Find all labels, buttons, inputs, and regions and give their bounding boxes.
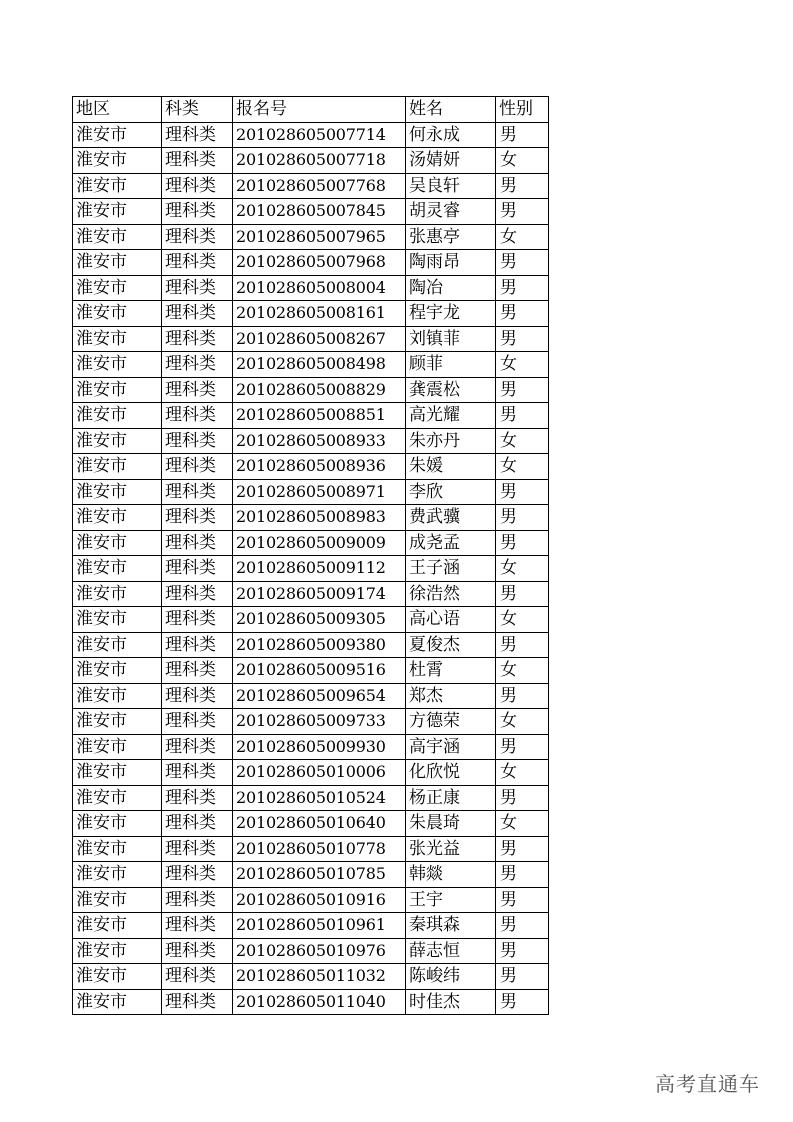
header-id: 报名号: [233, 97, 406, 123]
cell-gender: 男: [496, 836, 549, 862]
cell-id: 201028605011032: [233, 964, 406, 990]
cell-gender: 女: [496, 224, 549, 250]
cell-category: 理科类: [162, 862, 233, 888]
cell-category: 理科类: [162, 250, 233, 276]
cell-id: 201028605007768: [233, 173, 406, 199]
cell-id: 201028605010006: [233, 760, 406, 786]
cell-id: 201028605007718: [233, 148, 406, 174]
cell-region: 淮安市: [73, 377, 162, 403]
cell-region: 淮安市: [73, 275, 162, 301]
cell-name: 杨正康: [406, 785, 496, 811]
cell-name: 王子涵: [406, 556, 496, 582]
header-name: 姓名: [406, 97, 496, 123]
cell-name: 顾菲: [406, 352, 496, 378]
table-row: [73, 887, 549, 913]
cell-region: 淮安市: [73, 734, 162, 760]
cell-gender: 男: [496, 403, 549, 429]
cell-category: 理科类: [162, 377, 233, 403]
cell-region: 淮安市: [73, 250, 162, 276]
cell-category: 理科类: [162, 632, 233, 658]
table-row: [73, 989, 549, 1015]
cell-region: 淮安市: [73, 530, 162, 556]
cell-id: 201028605010976: [233, 938, 406, 964]
cell-region: 淮安市: [73, 938, 162, 964]
cell-category: 理科类: [162, 836, 233, 862]
cell-gender: 女: [496, 454, 549, 480]
cell-gender: 男: [496, 683, 549, 709]
cell-id: 201028605008161: [233, 301, 406, 327]
cell-name: 何永成: [406, 122, 496, 148]
cell-region: 淮安市: [73, 581, 162, 607]
cell-region: 淮安市: [73, 428, 162, 454]
cell-gender: 女: [496, 148, 549, 174]
cell-name: 时佳杰: [406, 989, 496, 1015]
cell-name: 高宇涵: [406, 734, 496, 760]
cell-name: 陈峻纬: [406, 964, 496, 990]
table-row: [73, 454, 549, 480]
cell-region: 淮安市: [73, 301, 162, 327]
cell-gender: 女: [496, 428, 549, 454]
table-row: [73, 301, 549, 327]
cell-id: 201028605008933: [233, 428, 406, 454]
cell-gender: 女: [496, 607, 549, 633]
cell-id: 201028605009174: [233, 581, 406, 607]
table-row: [73, 556, 549, 582]
cell-name: 张光益: [406, 836, 496, 862]
cell-id: 201028605009516: [233, 658, 406, 684]
cell-id: 201028605009112: [233, 556, 406, 582]
cell-region: 淮安市: [73, 683, 162, 709]
cell-name: 汤婧妍: [406, 148, 496, 174]
cell-id: 201028605011040: [233, 989, 406, 1015]
cell-gender: 女: [496, 556, 549, 582]
cell-gender: 女: [496, 658, 549, 684]
cell-gender: 男: [496, 734, 549, 760]
cell-gender: 男: [496, 913, 549, 939]
table-row: [73, 250, 549, 276]
cell-gender: 男: [496, 275, 549, 301]
cell-id: 201028605009733: [233, 709, 406, 735]
table-row: [73, 352, 549, 378]
table-row: [73, 403, 549, 429]
cell-category: 理科类: [162, 326, 233, 352]
table-row: [73, 607, 549, 633]
cell-category: 理科类: [162, 199, 233, 225]
cell-region: 淮安市: [73, 148, 162, 174]
cell-region: 淮安市: [73, 658, 162, 684]
cell-region: 淮安市: [73, 836, 162, 862]
cell-category: 理科类: [162, 760, 233, 786]
cell-gender: 女: [496, 709, 549, 735]
cell-region: 淮安市: [73, 760, 162, 786]
table-row: [73, 632, 549, 658]
cell-name: 陶雨昂: [406, 250, 496, 276]
header-gender: 性别: [496, 97, 549, 123]
cell-region: 淮安市: [73, 913, 162, 939]
cell-region: 淮安市: [73, 199, 162, 225]
cell-category: 理科类: [162, 428, 233, 454]
cell-gender: 男: [496, 377, 549, 403]
cell-name: 王宇: [406, 887, 496, 913]
cell-id: 201028605007968: [233, 250, 406, 276]
cell-name: 夏俊杰: [406, 632, 496, 658]
table-row: [73, 938, 549, 964]
cell-gender: 女: [496, 352, 549, 378]
table-row: [73, 785, 549, 811]
cell-region: 淮安市: [73, 632, 162, 658]
cell-region: 淮安市: [73, 122, 162, 148]
cell-category: 理科类: [162, 709, 233, 735]
watermark-text: 高考直通车: [655, 1072, 760, 1096]
cell-name: 朱晨琦: [406, 811, 496, 837]
cell-name: 方德荣: [406, 709, 496, 735]
table-row: [73, 836, 549, 862]
header-region: 地区: [73, 97, 162, 123]
cell-id: 201028605009305: [233, 607, 406, 633]
cell-name: 胡灵睿: [406, 199, 496, 225]
cell-category: 理科类: [162, 658, 233, 684]
cell-name: 李欣: [406, 479, 496, 505]
cell-id: 201028605008267: [233, 326, 406, 352]
cell-name: 陶冶: [406, 275, 496, 301]
table-row: [73, 377, 549, 403]
cell-name: 杜霄: [406, 658, 496, 684]
table-header-row: [73, 97, 549, 123]
cell-name: 高光耀: [406, 403, 496, 429]
cell-gender: 男: [496, 505, 549, 531]
table-row: [73, 148, 549, 174]
cell-category: 理科类: [162, 454, 233, 480]
table-row: [73, 530, 549, 556]
cell-id: 201028605010778: [233, 836, 406, 862]
table-row: [73, 428, 549, 454]
cell-id: 201028605009930: [233, 734, 406, 760]
cell-id: 201028605008498: [233, 352, 406, 378]
table-row: [73, 913, 549, 939]
cell-id: 201028605008936: [233, 454, 406, 480]
cell-category: 理科类: [162, 734, 233, 760]
cell-name: 费武骥: [406, 505, 496, 531]
cell-gender: 男: [496, 785, 549, 811]
cell-gender: 男: [496, 581, 549, 607]
cell-id: 201028605009380: [233, 632, 406, 658]
cell-region: 淮安市: [73, 454, 162, 480]
cell-category: 理科类: [162, 785, 233, 811]
cell-name: 成尧孟: [406, 530, 496, 556]
table-row: [73, 734, 549, 760]
cell-gender: 男: [496, 632, 549, 658]
cell-id: 201028605008004: [233, 275, 406, 301]
cell-region: 淮安市: [73, 709, 162, 735]
cell-id: 201028605008829: [233, 377, 406, 403]
cell-region: 淮安市: [73, 811, 162, 837]
cell-name: 程宇龙: [406, 301, 496, 327]
cell-category: 理科类: [162, 964, 233, 990]
cell-region: 淮安市: [73, 887, 162, 913]
cell-region: 淮安市: [73, 607, 162, 633]
table-row: [73, 709, 549, 735]
table-row: [73, 811, 549, 837]
cell-category: 理科类: [162, 403, 233, 429]
cell-gender: 男: [496, 122, 549, 148]
cell-name: 张惠亭: [406, 224, 496, 250]
cell-category: 理科类: [162, 530, 233, 556]
cell-region: 淮安市: [73, 964, 162, 990]
cell-id: 201028605007845: [233, 199, 406, 225]
header-category: 科类: [162, 97, 233, 123]
cell-id: 201028605010640: [233, 811, 406, 837]
cell-category: 理科类: [162, 581, 233, 607]
cell-category: 理科类: [162, 275, 233, 301]
cell-category: 理科类: [162, 505, 233, 531]
cell-gender: 男: [496, 326, 549, 352]
cell-gender: 男: [496, 530, 549, 556]
cell-gender: 女: [496, 760, 549, 786]
cell-gender: 男: [496, 250, 549, 276]
cell-id: 201028605010916: [233, 887, 406, 913]
cell-name: 朱亦丹: [406, 428, 496, 454]
cell-category: 理科类: [162, 556, 233, 582]
cell-category: 理科类: [162, 811, 233, 837]
cell-name: 秦琪森: [406, 913, 496, 939]
cell-category: 理科类: [162, 173, 233, 199]
table-row: [73, 760, 549, 786]
cell-gender: 男: [496, 964, 549, 990]
cell-id: 201028605007714: [233, 122, 406, 148]
cell-region: 淮安市: [73, 403, 162, 429]
cell-category: 理科类: [162, 607, 233, 633]
cell-category: 理科类: [162, 938, 233, 964]
cell-region: 淮安市: [73, 785, 162, 811]
cell-name: 刘镇菲: [406, 326, 496, 352]
cell-id: 201028605010785: [233, 862, 406, 888]
table-row: [73, 505, 549, 531]
cell-category: 理科类: [162, 122, 233, 148]
cell-name: 韩燚: [406, 862, 496, 888]
cell-category: 理科类: [162, 683, 233, 709]
table-row: [73, 964, 549, 990]
cell-name: 郑杰: [406, 683, 496, 709]
cell-category: 理科类: [162, 224, 233, 250]
cell-region: 淮安市: [73, 862, 162, 888]
cell-region: 淮安市: [73, 173, 162, 199]
cell-gender: 男: [496, 938, 549, 964]
cell-name: 徐浩然: [406, 581, 496, 607]
cell-category: 理科类: [162, 148, 233, 174]
table-row: [73, 479, 549, 505]
cell-region: 淮安市: [73, 352, 162, 378]
cell-category: 理科类: [162, 989, 233, 1015]
cell-name: 化欣悦: [406, 760, 496, 786]
cell-gender: 女: [496, 811, 549, 837]
cell-gender: 男: [496, 199, 549, 225]
cell-region: 淮安市: [73, 326, 162, 352]
table-row: [73, 199, 549, 225]
cell-category: 理科类: [162, 352, 233, 378]
table-row: [73, 683, 549, 709]
cell-category: 理科类: [162, 479, 233, 505]
cell-name: 高心语: [406, 607, 496, 633]
cell-id: 201028605008983: [233, 505, 406, 531]
cell-gender: 男: [496, 887, 549, 913]
cell-gender: 男: [496, 989, 549, 1015]
cell-gender: 男: [496, 173, 549, 199]
cell-id: 201028605010961: [233, 913, 406, 939]
table-row: [73, 326, 549, 352]
cell-region: 淮安市: [73, 224, 162, 250]
cell-gender: 男: [496, 301, 549, 327]
cell-region: 淮安市: [73, 505, 162, 531]
table-row: [73, 122, 549, 148]
cell-gender: 男: [496, 479, 549, 505]
cell-category: 理科类: [162, 887, 233, 913]
cell-region: 淮安市: [73, 989, 162, 1015]
table-row: [73, 658, 549, 684]
cell-category: 理科类: [162, 301, 233, 327]
table-row: [73, 224, 549, 250]
cell-id: 201028605007965: [233, 224, 406, 250]
cell-region: 淮安市: [73, 556, 162, 582]
cell-id: 201028605008971: [233, 479, 406, 505]
table-row: [73, 581, 549, 607]
cell-region: 淮安市: [73, 479, 162, 505]
cell-name: 薛志恒: [406, 938, 496, 964]
cell-name: 吴良轩: [406, 173, 496, 199]
table-row: [73, 275, 549, 301]
cell-id: 201028605009009: [233, 530, 406, 556]
student-list-table: [72, 96, 549, 1015]
table-row: [73, 862, 549, 888]
cell-id: 201028605010524: [233, 785, 406, 811]
cell-name: 朱媛: [406, 454, 496, 480]
table-row: [73, 173, 549, 199]
cell-category: 理科类: [162, 913, 233, 939]
cell-id: 201028605009654: [233, 683, 406, 709]
cell-name: 龚震松: [406, 377, 496, 403]
cell-gender: 男: [496, 862, 549, 888]
cell-id: 201028605008851: [233, 403, 406, 429]
